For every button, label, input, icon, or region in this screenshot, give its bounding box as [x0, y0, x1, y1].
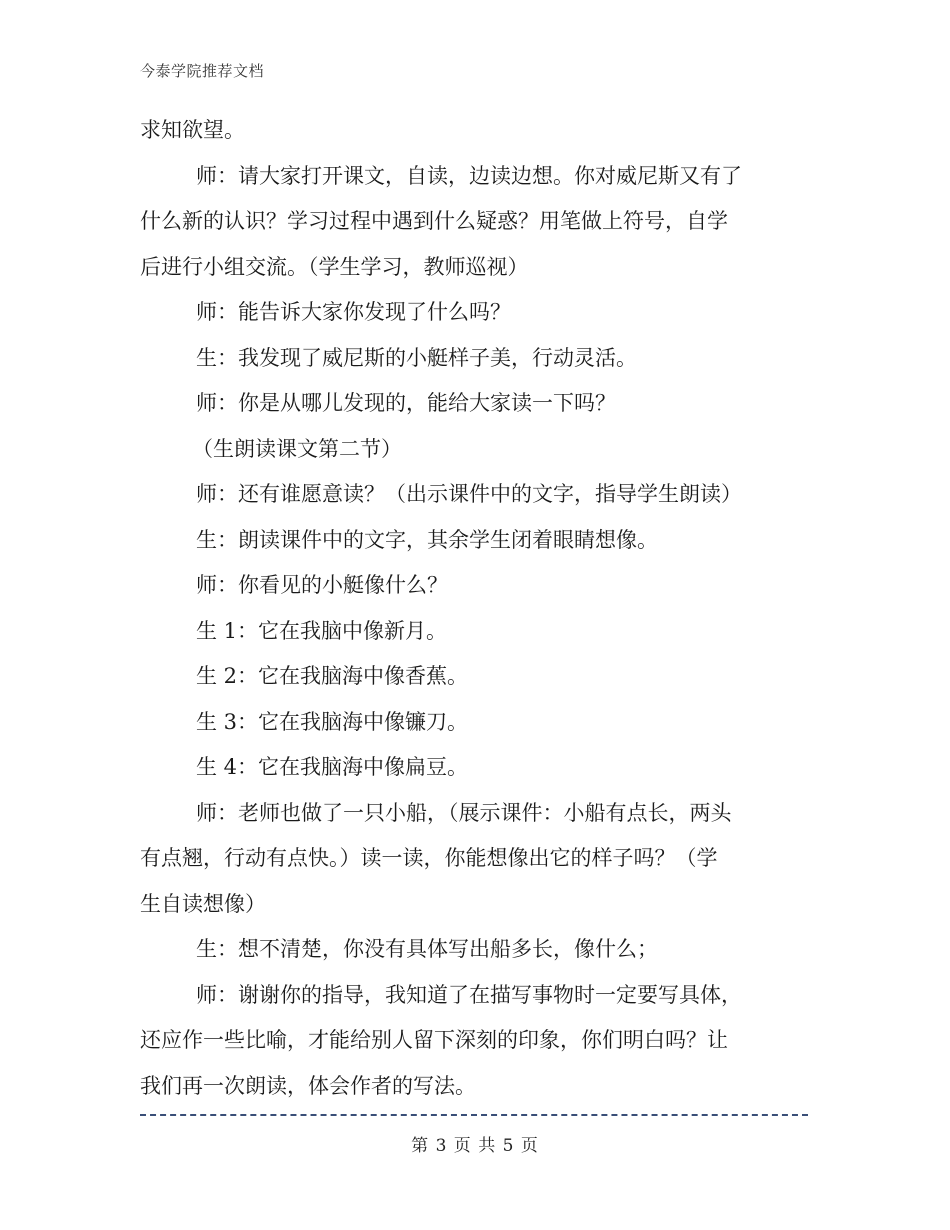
text-line: 有点翘，行动有点快。）读一读，你能想像出它的样子吗？（学: [140, 846, 718, 870]
footer-divider: [140, 1114, 808, 1116]
text-line: 生 3：它在我脑海中像镰刀。: [196, 709, 469, 734]
text-line: 生：想不清楚，你没有具体写出船多长，像什么；: [196, 937, 658, 961]
document-body: [140, 108, 760, 1109]
text-line: 生：我发现了威尼斯的小艇样子美，行动灵活。: [196, 345, 637, 370]
text-line: 后进行小组交流。（学生学习，教师巡视）: [140, 254, 529, 279]
text-line: 求知欲望。: [140, 118, 245, 142]
text-line: 生自读想像）: [140, 891, 266, 916]
text-line: 还应作一些比喻，才能给别人留下深刻的印象，你们明白吗？让: [140, 1028, 728, 1052]
text-line: 师：你是从哪儿发现的，能给大家读一下吗？: [196, 391, 616, 415]
text-line: 师：谢谢你的指导，我知道了在描写事物时一定要写具体，: [196, 982, 742, 1007]
text-line: 师：老师也做了一只小船，（展示课件：小船有点长，两头: [196, 800, 732, 825]
text-line: 什么新的认识？学习过程中遇到什么疑惑？用笔做上符号，自学: [140, 209, 728, 233]
text-line: 师：还有谁愿意读？（出示课件中的文字，指导学生朗读）: [196, 482, 742, 506]
text-line: 我们再一次朗读，体会作者的写法。: [140, 1073, 476, 1098]
text-line: 生 2：它在我脑海中像香蕉。: [196, 664, 469, 688]
text-line: 生 4：它在我脑海中像扁豆。: [196, 755, 469, 779]
text-line: 生 1：它在我脑中像新月。: [196, 618, 448, 643]
page-number: 第 3 页 共 5 页: [411, 1136, 539, 1156]
text-line: 师：请大家打开课文，自读，边读边想。你对威尼斯又有了: [196, 163, 742, 188]
text-line: 生：朗读课件中的文字，其余学生闭着眼睛想像。: [196, 527, 658, 552]
text-line: （生朗读课文第二节）: [192, 436, 402, 461]
document-header: 今泰学院推荐文档: [140, 62, 265, 80]
text-line: 师：你看见的小艇像什么？: [196, 573, 448, 597]
text-line: 师：能告诉大家你发现了什么吗？: [196, 300, 511, 324]
